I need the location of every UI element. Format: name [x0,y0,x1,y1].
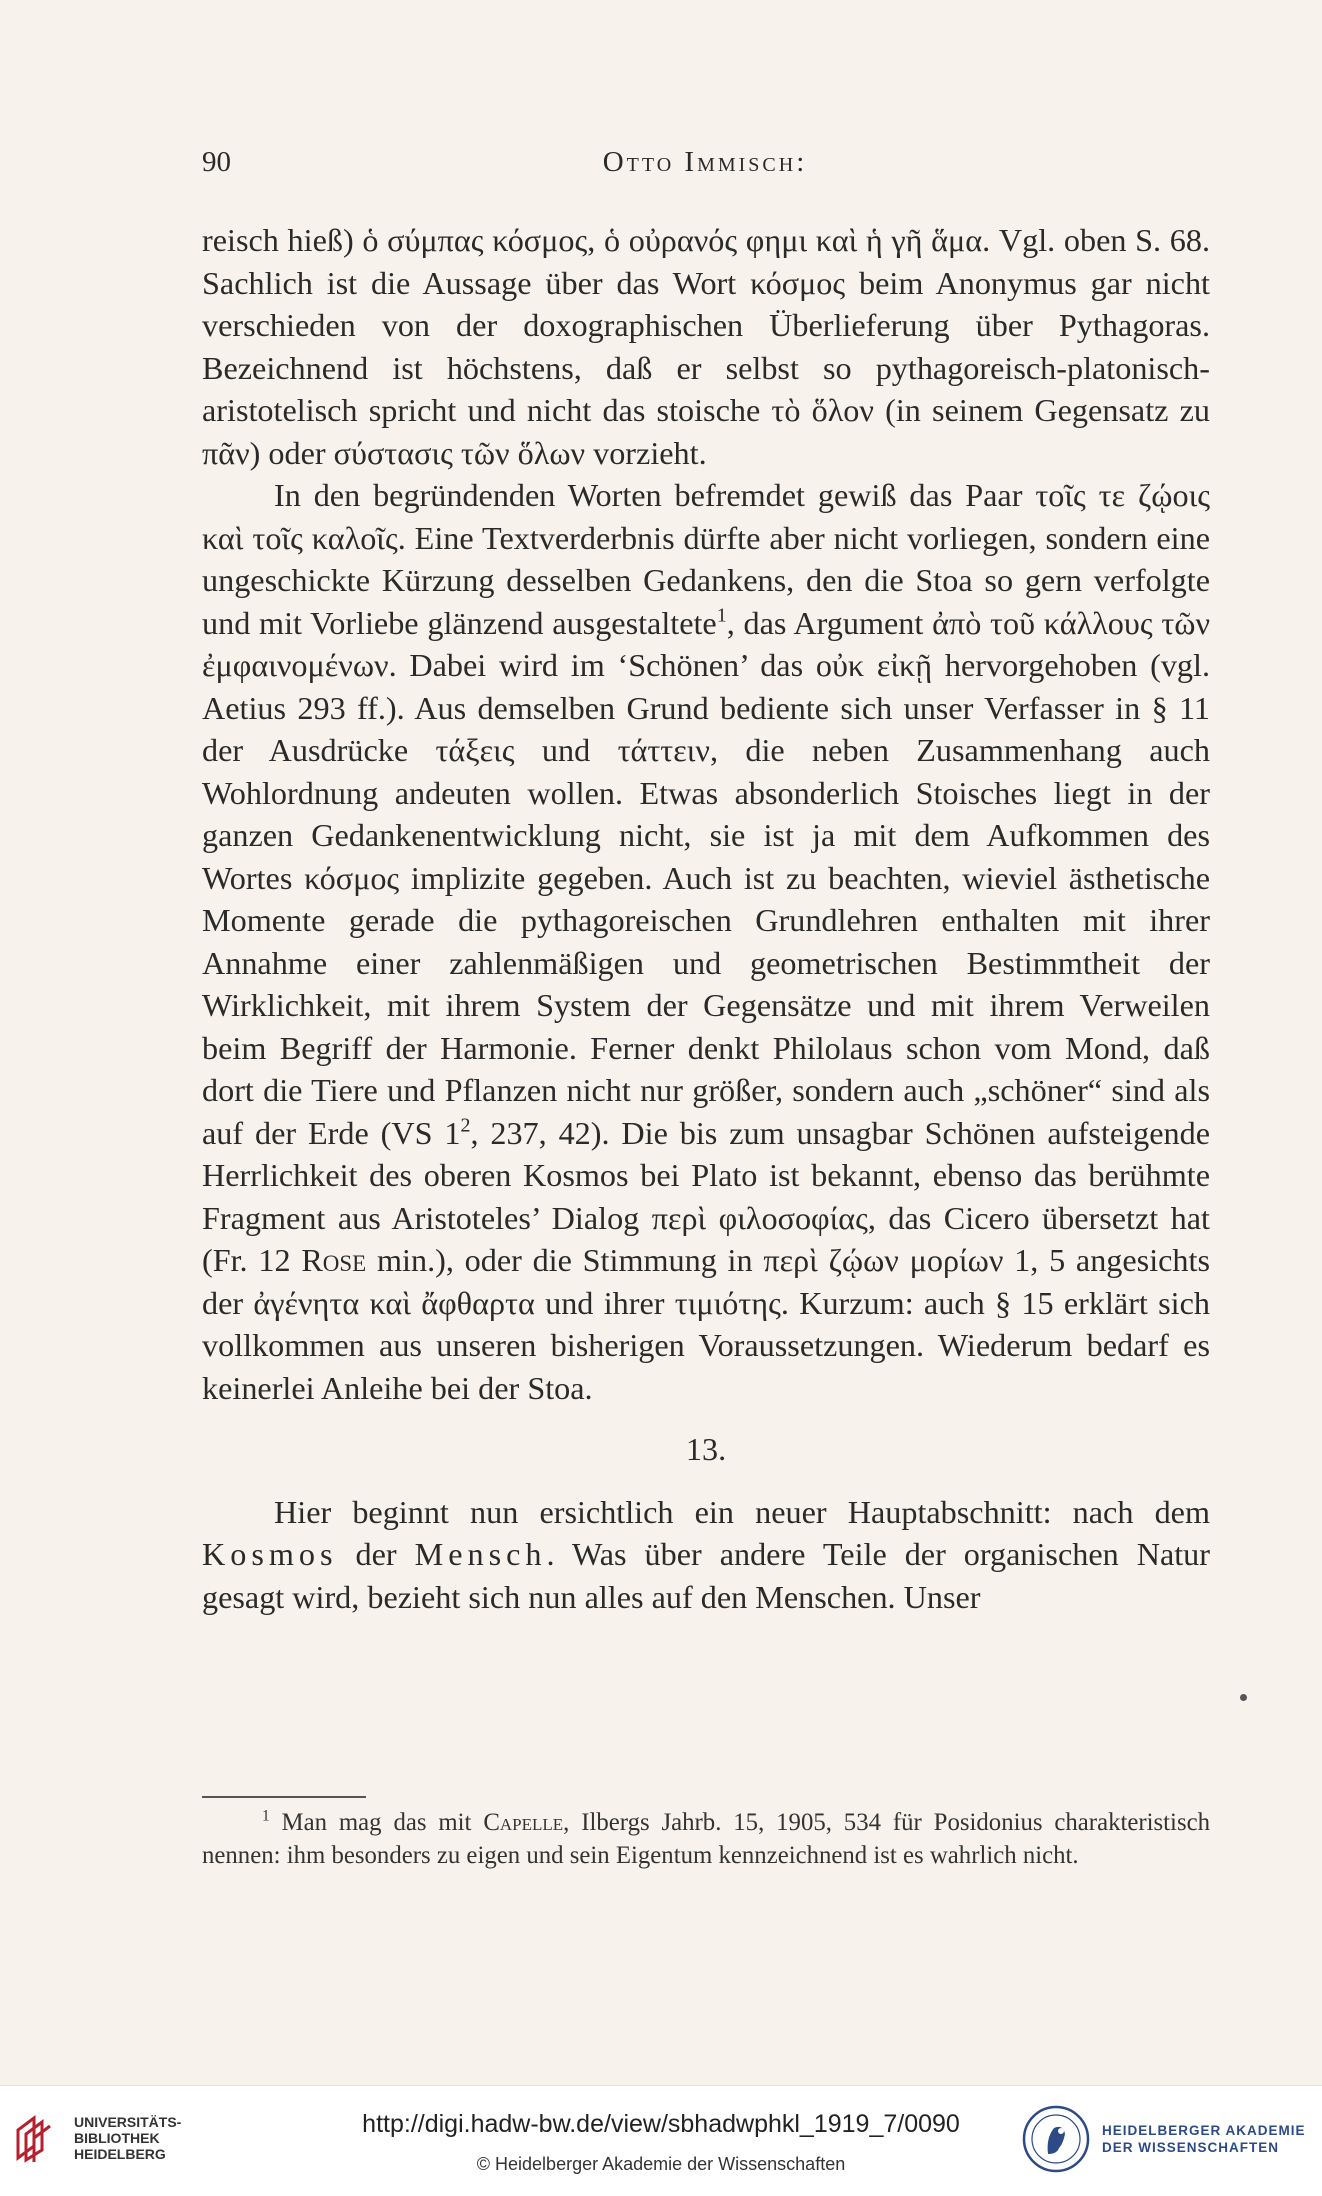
section-heading: 13. [685,1431,727,1467]
paragraph-1: reisch hieß) ὁ σύμπας κόσμος, ὁ οὐρανός φημι καὶ ἡ γῆ ἅμα. Vgl. oben S. 68. Sachlich ist die Aussage über das Wort κόσμος beim Anonymus gar nicht verschieden von der doxographischen Überlieferung über Pythagoras. Bezeichnend ist höchstens, daß er selbst so pythagoreisch-platonisch-aristotelisch spricht und nicht das stoische τὸ ὅλον (in seinem Gegensatz zu πᾶν) oder σύστασις τῶν ὅλων vorzieht. [202,222,1210,471]
library-name: UNIVERSITÄTS- BIBLIOTHEK HEIDELBERG [74,2114,182,2162]
superscript: 2 [460,1114,471,1137]
academy-seal-icon [1021,2104,1091,2174]
spaced-word: Kosmos [202,1536,338,1572]
paragraph-2: In den begründenden Worten befremdet gewiß das Paar τοῖς τε ζῴοις καὶ τοῖς καλοῖς. Eine Textverderbnis dürfte aber nicht vorliegen, sondern eine ungeschickte Kürzung desselben Gedankens, den die Stoa so gern verfolgte und mit Vorliebe glänzend ausgestaltete$^1$, das Argument ἀπὸ τοῦ κάλλους τῶν ἐμφαινομένων. Dabei wird im ‘Schönen’ das οὐκ εἰκῇ hervorgehoben (vgl. Aetius 293 ff.). Aus demselben Grund bediente sich unser Verfasser in § 11 der Ausdrücke τάξεις und τάττειν, die neben Zusammenhang auch Wohlordnung andeuten wollen. Etwas absonderlich Stoisches liegt in der ganzen Gedankenentwicklung nicht, sie ist ja mit dem Aufkommen des Wortes κόσμος implizite gegeben. Auch ist zu beachten, wieviel ästhetische Momente gerade die pythagoreischen Grundlehren enthalten mit ihrer Annahme einer zahlenmäßigen und geometrischen Bestimmtheit der Wirklichkeit, mit ihrem System der Gegensätze und mit ihrem Verweilen beim Begriff der Harmonie. Ferner denkt Philolaus schon vom Mond, daß dort die Tiere und Pflanzen nicht nur größer, sondern auch „schöner“ sind als auf der Erde (VS $1^2$, 237, 42). Die bis zum unsagbar Schönen aufsteigende Herrlichkeit des oberen Kosmos bei Plato ist bekannt, ebenso das berühmte Fragment aus Aristoteles’ Dialog περὶ φιλοσοφίας, das Cicero übersetzt hat (Fr. 12 Rose min.), oder die Stimmung in περὶ ζῴων μορίων 1, 5 angesichts der ἀγένητα καὶ ἄφθαρτα und ihrer τιμιότης. Kurzum: auch § 15 erklärt sich vollkommen aus unseren bisherigen Voraussetzungen. Wiederum bedarf es keinerlei Anleihe bei der Stoa. [202,477,1210,1406]
page-header [200,146,1210,190]
academy-name: HEIDELBERGER AKADEMIE DER WISSENSCHAFTEN [1102,2123,1306,2155]
author-name: Rose [301,1242,367,1278]
footnote-rule [202,1796,366,1798]
spaced-word: Mensch [414,1536,547,1572]
permalink[interactable]: http://digi.hadw-bw.de/view/sbhadwphkl_1919_7/0090 [362,2110,960,2138]
footer-bar [0,2085,1322,2196]
copyright-notice: © Heidelberger Akademie der Wissenschaften [476,2154,846,2174]
page-number: 90 [202,146,231,178]
margin-dot [1240,1694,1247,1701]
paragraph-3: Hier beginnt nun ersichtlich ein neuer Hauptabschnitt: nach dem Kosmos der Mensch. Was über andere Teile der organischen Natur gesagt wird, bezieht sich nun alles auf den Menschen. Unser [202,1493,1210,1615]
page-body [202,219,1210,1618]
running-title: Otto Immisch: [602,146,808,178]
footnote-ref: 1 [716,604,727,627]
footnote: $^1$ Man mag das mit Capelle, Ilbergs Jahrb. 15, 1905, 534 für Posidonius charakteristisch nennen: ihm besonders zu eigen und sein Eigentum kennzeichnend ist es wahrlich nicht. [202,1807,1210,1869]
